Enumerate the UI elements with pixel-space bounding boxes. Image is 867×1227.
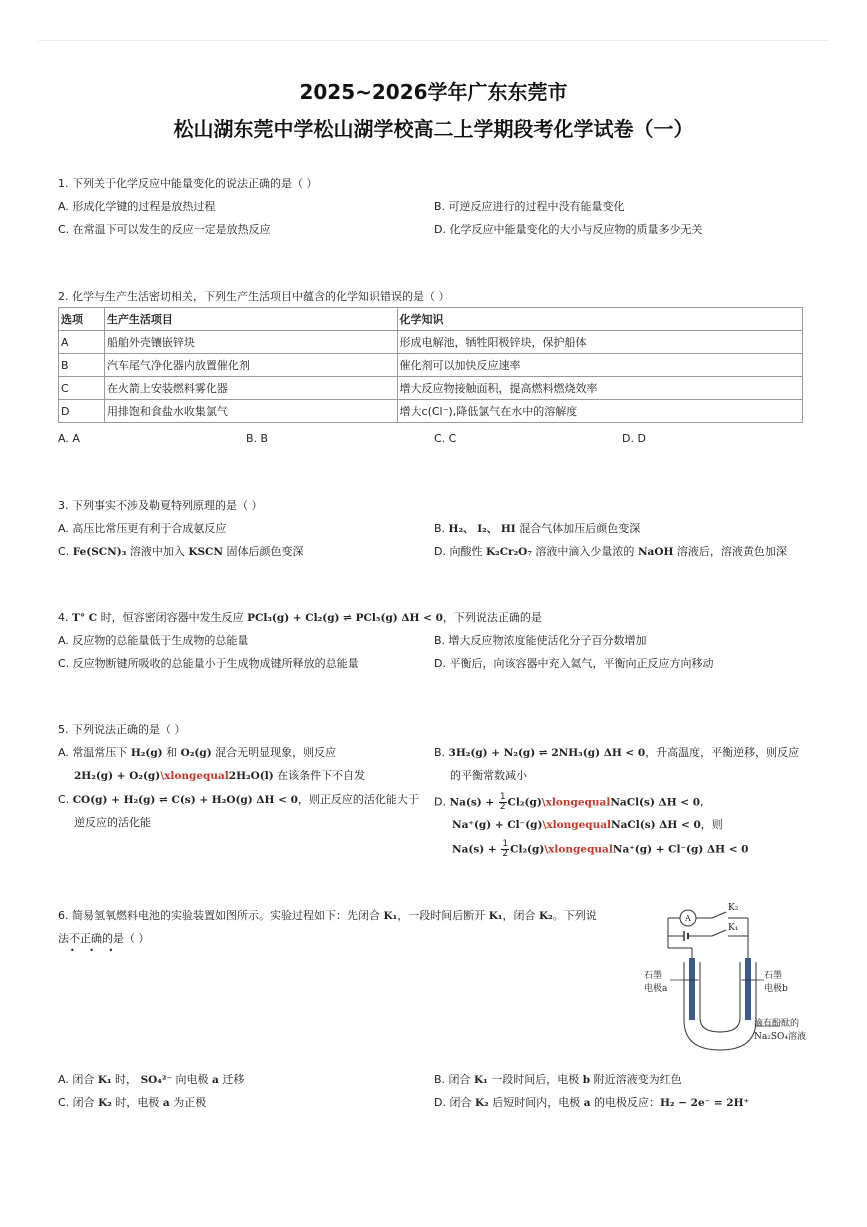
q6-stem-line2: 法不正确的是（ ）	[58, 932, 150, 945]
q5-option-d-line2	[452, 818, 723, 832]
fraction-half	[501, 840, 509, 859]
formula: a	[583, 1097, 591, 1109]
option-text: 溶液后，溶液黄色加深	[673, 545, 787, 558]
q5-option-a[interactable]	[58, 746, 336, 760]
formula: a	[162, 1097, 170, 1109]
formula: Na⁺(g) + Cl⁻(g) ΔH < 0	[612, 843, 749, 856]
formula: K₁	[488, 910, 503, 922]
q6-option-a[interactable]	[58, 1073, 244, 1087]
option-text: 在该条件下不自发	[273, 769, 366, 782]
q6-option-b[interactable]	[434, 1073, 682, 1087]
unrendered-macro: \xlongequal	[160, 770, 229, 782]
option-text: 向电极	[172, 1073, 213, 1086]
electrode-a-icon	[689, 958, 695, 1020]
option-text: B.	[434, 522, 449, 535]
formula: K₁	[97, 1074, 112, 1086]
option-text: 附近溶液变为红色	[590, 1073, 682, 1086]
k1-label: K₁	[728, 923, 739, 933]
formula: Na⁺(g) + Cl⁻(g)	[452, 819, 543, 831]
formula: Cl₂(g)	[510, 843, 545, 856]
right-electrode-label-1: 石墨	[764, 971, 783, 981]
option-text: 时，电极	[111, 1096, 163, 1109]
table-row	[59, 331, 803, 354]
fraction-numerator: 1	[502, 839, 509, 849]
q4-option-d[interactable]: D. 平衡后，向该容器中充入氦气，平衡向正反应方向移动	[434, 657, 714, 670]
q4-option-c[interactable]: C. 反应物断键所吸收的总能量小于生成物成键所释放的总能量	[58, 657, 359, 670]
switch-k1-icon[interactable]	[712, 930, 726, 936]
option-text: C.	[58, 545, 73, 558]
table-cell: 在火箭上安装燃料雾化器	[104, 377, 397, 400]
formula: O₂(g)	[180, 747, 212, 759]
stem-text: 4.	[58, 611, 72, 624]
table-header-row	[59, 308, 803, 331]
q5-option-c[interactable]	[58, 793, 419, 807]
formula: 2H₂(g) + O₂(g)	[74, 770, 161, 782]
q2-stem: 2. 化学与生产生活密切相关，下列生产生活项目中蕴含的化学知识错误的是（ ）	[58, 290, 450, 303]
option-text: 混合无明显现象，则反应	[211, 746, 337, 759]
option-text: B.	[434, 746, 449, 759]
q1-option-a[interactable]: A. 形成化学键的过程是放热过程	[58, 200, 216, 213]
option-text: 和	[162, 746, 181, 759]
table-cell: 汽车尾气净化器内放置催化剂	[104, 354, 397, 377]
formula: 2H₂O(l)	[228, 770, 274, 782]
left-electrode-label-2: 电极a	[644, 984, 668, 994]
unrendered-macro: \xlongequal	[542, 819, 612, 831]
q5-option-a-line2	[74, 769, 365, 783]
table-cell: 形成电解池，牺牲阳极锌块，保护船体	[397, 331, 802, 354]
formula: K₂	[538, 910, 553, 922]
option-text: 溶液中加入	[126, 545, 189, 558]
option-text: B. 闭合	[434, 1073, 475, 1086]
formula: K₂	[474, 1097, 489, 1109]
stem-text: ，下列说法正确的是	[442, 611, 542, 624]
table-cell: 催化剂可以加快反应速率	[397, 354, 802, 377]
q1-stem: 1. 下列关于化学反应中能量变化的说法正确的是（ ）	[58, 177, 318, 190]
formula: K₂	[98, 1097, 112, 1109]
stem-text: 。下列说	[552, 909, 597, 922]
option-text: A. 闭合	[58, 1073, 98, 1086]
formula: NaCl(s) ΔH < 0	[610, 796, 701, 809]
formula: T° C	[72, 612, 98, 624]
q4-option-a[interactable]: A. 反应物的总能量低于生成物的总能量	[58, 634, 249, 647]
q2-option-c[interactable]: C. C	[434, 432, 457, 445]
q2-knowledge-table	[58, 307, 803, 423]
exam-title-line1: 2025~2026学年广东东莞市	[299, 80, 568, 104]
q3-option-c[interactable]	[58, 545, 304, 559]
option-text: D. 闭合	[434, 1096, 475, 1109]
formula: K₂Cr₂O₇	[485, 546, 532, 558]
switch-k2-icon[interactable]	[712, 912, 726, 918]
q2-option-a[interactable]: A. A	[58, 432, 80, 445]
formula: Na(s) +	[452, 843, 501, 856]
q6-option-d[interactable]	[434, 1096, 749, 1110]
q2-option-b[interactable]: B. B	[246, 432, 269, 445]
k2-label: K₂	[728, 903, 739, 913]
option-text: 的电极反应：	[590, 1096, 661, 1109]
q1-option-c[interactable]: C. 在常温下可以发生的反应一定是放热反应	[58, 223, 271, 236]
formula: Na(s) +	[449, 796, 498, 809]
formula: NaCl(s) ΔH < 0	[611, 819, 701, 831]
formula: KSCN	[188, 546, 223, 558]
table-header-cell: 生产生活项目	[104, 308, 397, 331]
electrode-b-icon	[745, 958, 751, 1020]
q6-option-c[interactable]	[58, 1096, 206, 1110]
q4-stem	[58, 611, 542, 625]
formula: Cl₂(g)	[507, 796, 542, 809]
formula: NaOH	[637, 546, 674, 558]
q4-option-b[interactable]: B. 增大反应物浓度能使活化分子百分数增加	[434, 634, 647, 647]
table-row	[59, 377, 803, 400]
q3-option-d[interactable]	[434, 545, 787, 559]
formula: Fe(SCN)₃	[72, 546, 127, 558]
q5-option-d-line3	[452, 840, 748, 859]
formula: K₁	[383, 910, 398, 922]
q1-option-d[interactable]: D. 化学反应中能量变化的大小与反应物的质量多少无关	[434, 223, 703, 236]
q3-option-a[interactable]: A. 高压比常压更有利于合成氨反应	[58, 522, 227, 535]
option-text: 混合气体加压后颜色变深	[515, 522, 641, 535]
solution-label-1: 滴有酚酞的	[754, 1019, 800, 1029]
unrendered-macro: \xlongequal	[544, 843, 613, 856]
stem-text: 时，恒容密闭容器中发生反应	[97, 611, 248, 624]
left-electrode-label-1: 石墨	[644, 971, 663, 981]
option-text: 迁移	[218, 1073, 245, 1086]
formula: H₂ − 2e⁻ = 2H⁺	[660, 1097, 750, 1109]
unrendered-macro: \xlongequal	[541, 796, 611, 809]
option-text: ,	[700, 795, 704, 809]
table-row	[59, 354, 803, 377]
fraction-denominator: 2	[499, 802, 506, 812]
formula: 3H₂(g) + N₂(g) ⇌ 2NH₃(g) ΔH < 0	[448, 747, 646, 759]
option-text: A. 常温常压下	[58, 746, 131, 759]
q5-option-d[interactable]	[434, 793, 704, 812]
solution-label-2: Na₂SO₄溶液	[754, 1032, 807, 1042]
table-cell: B	[59, 354, 105, 377]
option-text: C.	[58, 793, 73, 806]
fuel-cell-apparatus-figure	[640, 900, 820, 1060]
q5-option-b-line2: 的平衡常数减小	[450, 769, 527, 782]
q5-option-b[interactable]	[434, 746, 799, 760]
option-text: 一段时间后，电极	[487, 1073, 583, 1086]
option-text: 为正极	[169, 1096, 207, 1109]
formula: b	[582, 1074, 591, 1086]
fraction-denominator: 2	[502, 849, 509, 859]
table-cell: D	[59, 400, 105, 423]
table-cell: 增大c(Cl⁻),降低氯气在水中的溶解度	[397, 400, 802, 423]
fraction-numerator: 1	[499, 792, 506, 802]
table-cell: C	[59, 377, 105, 400]
formula: PCl₃(g) + Cl₂(g) ⇌ PCl₅(g) ΔH < 0	[247, 612, 443, 624]
emphasis-dots: • • •	[70, 946, 120, 955]
formula: H₂(g)	[130, 747, 163, 759]
q6-stem	[58, 909, 597, 923]
q3-stem: 3. 下列事实不涉及勒夏特列原理的是（ ）	[58, 499, 263, 512]
option-text: ，升高温度，平衡逆移，则反应	[645, 746, 800, 759]
table-cell: 用排饱和食盐水收集氯气	[104, 400, 397, 423]
table-header-cell: 选项	[59, 308, 105, 331]
right-electrode-label-2: 电极b	[764, 984, 788, 994]
table-cell: 增大反应物接触面积，提高燃料燃烧效率	[397, 377, 802, 400]
formula: K₁	[474, 1074, 488, 1086]
option-text: D. 向酸性	[434, 545, 486, 558]
stem-text: 6. 简易氢氧燃料电池的实验装置如图所示。实验过程如下：先闭合	[58, 909, 384, 922]
option-text: C. 闭合	[58, 1096, 99, 1109]
stem-text: ，一段时间后断开	[397, 909, 489, 922]
table-cell: 船舶外壳镶嵌锌块	[104, 331, 397, 354]
top-divider	[38, 40, 828, 41]
option-text: D.	[434, 795, 450, 809]
option-text: 固体后颜色变深	[223, 545, 304, 558]
option-text: 时，	[111, 1073, 141, 1086]
q5-option-c-line2: 逆反应的活化能	[74, 816, 151, 829]
formula: H₂、 I₂、 HI	[448, 523, 516, 535]
table-row	[59, 400, 803, 423]
table-cell: A	[59, 331, 105, 354]
q5-stem: 5. 下列说法正确的是（ ）	[58, 723, 186, 736]
fraction-half	[499, 793, 507, 812]
ammeter-label: A	[685, 914, 691, 923]
exam-title-line2: 松山湖东莞中学松山湖学校高二上学期段考化学试卷（一）	[173, 117, 694, 141]
option-text: ，则正反应的活化能大于	[297, 793, 419, 806]
formula: SO₄²⁻	[140, 1074, 173, 1086]
table-header-cell: 化学知识	[397, 308, 802, 331]
q1-option-b[interactable]: B. 可逆反应进行的过程中没有能量变化	[434, 200, 625, 213]
option-text: ，则	[700, 818, 723, 831]
formula: CO(g) + H₂(g) ⇌ C(s) + H₂O(g) ΔH < 0	[72, 794, 298, 806]
formula: a	[212, 1074, 219, 1086]
stem-text: ，闭合	[502, 909, 539, 922]
option-text: 溶液中滴入少量浓的	[531, 545, 638, 558]
option-text: 后短时间内，电极	[488, 1096, 584, 1109]
q2-option-d[interactable]: D. D	[622, 432, 646, 445]
q3-option-b[interactable]	[434, 522, 640, 536]
